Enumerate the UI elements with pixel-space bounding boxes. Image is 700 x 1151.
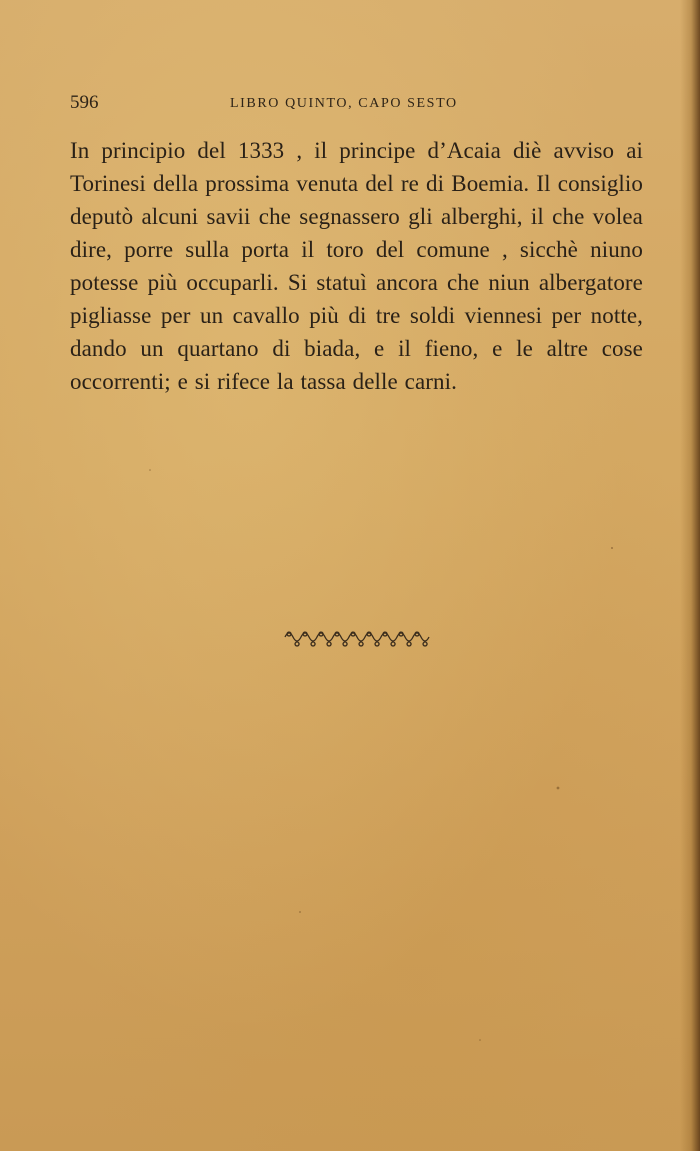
section-end-ornament (283, 624, 433, 650)
ornament-scrollwork (285, 632, 429, 646)
running-head: LIBRO QUINTO, CAPO SESTO (230, 96, 458, 111)
page-number: 596 (70, 92, 99, 113)
page-edge-shadow (680, 0, 700, 1151)
page-header (70, 93, 643, 113)
body-paragraph: In principio del 1333 , il principe d’Acaia diè avviso ai Torinesi della prossima venuta del re di Boemia. Il consiglio deputò alcuni savii che segnassero gli alberghi, il che volea dire, porre sulla porta il toro del comune , sicchè niuno potesse più occuparli. Si statuì ancora che niun albergatore pigliasse per un cavallo più di tre soldi viennesi per notte, dando un quartano di biada, e il fieno, e le altre cose occorrenti; e si rifece la tassa delle carni. (70, 138, 643, 394)
